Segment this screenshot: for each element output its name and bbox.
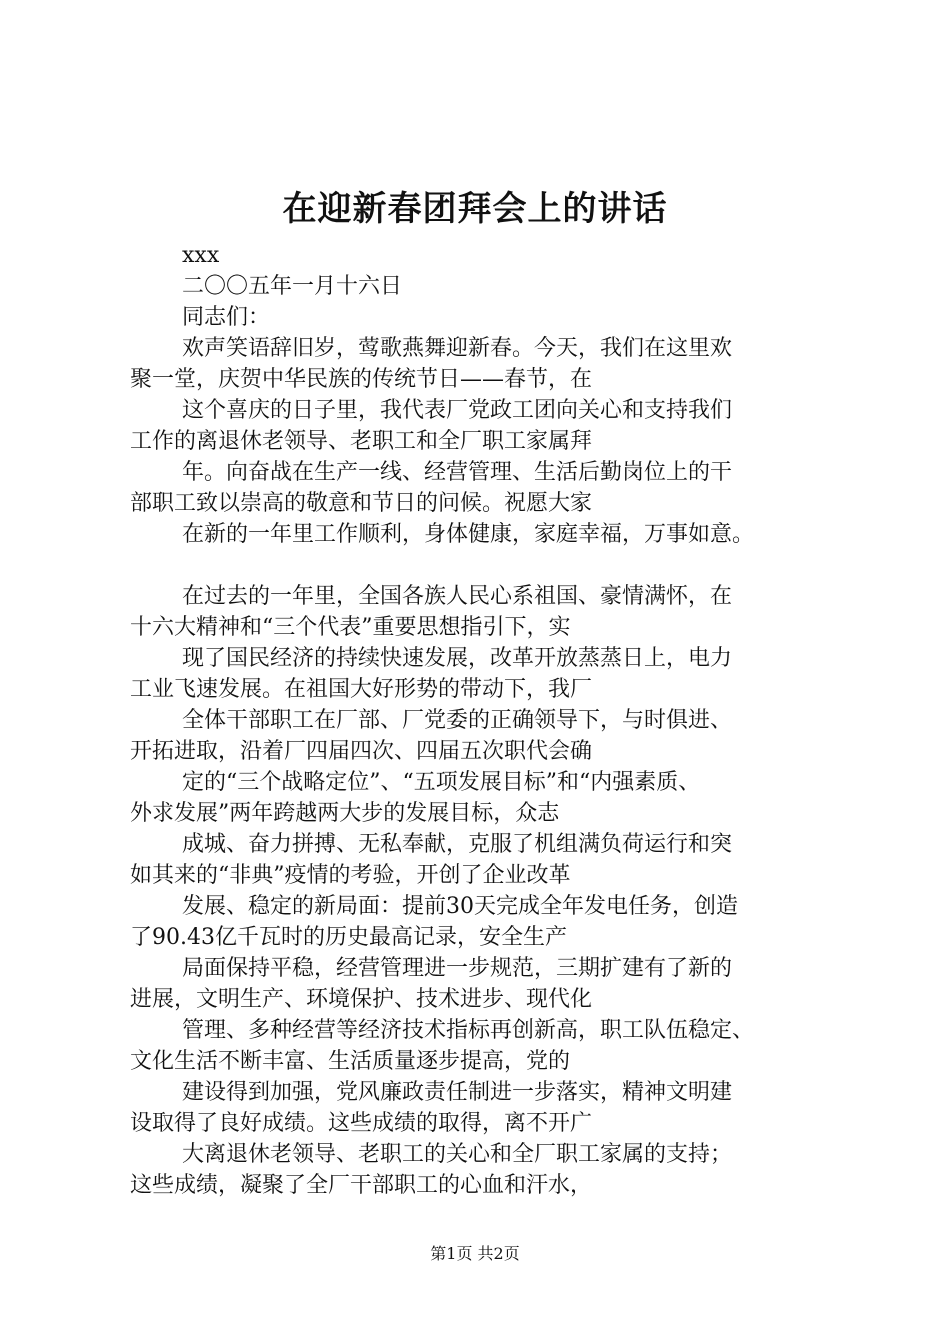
paragraph-line: 进展，文明生产、环境保护、技术进步、现代化 bbox=[130, 987, 593, 1012]
paragraph-line: 聚一堂，庆贺中华民族的传统节日——春节，在 bbox=[130, 367, 593, 392]
paragraph-line: 设取得了良好成绩。这些成绩的取得，离不开广 bbox=[130, 1111, 593, 1136]
paragraph-line: 这些成绩，凝聚了全厂干部职工的心血和汗水， bbox=[130, 1173, 593, 1198]
paragraph-line: 在过去的一年里，全国各族人民心系祖国、豪情满怀，在 bbox=[182, 584, 733, 609]
paragraph-line: 成城、奋力拼搏、无私奉献，克服了机组满负荷运行和突 bbox=[182, 832, 733, 857]
paragraph-line: 局面保持平稳，经营管理进一步规范，三期扩建有了新的 bbox=[182, 956, 733, 981]
paragraph-line: 在新的一年里工作顺利，身体健康，家庭幸福，万事如意。 bbox=[182, 522, 755, 547]
date-line: 二〇〇五年一月十六日 bbox=[182, 274, 403, 299]
paragraph-line: 工作的离退休老领导、老职工和全厂职工家属拜 bbox=[130, 429, 593, 454]
salutation-line: 同志们： bbox=[182, 305, 271, 330]
paragraph-line: 大离退休老领导、老职工的关心和全厂职工家属的支持； bbox=[182, 1142, 733, 1167]
paragraph-line: 这个喜庆的日子里，我代表厂党政工团向关心和支持我们 bbox=[182, 398, 733, 423]
paragraph-line: 工业飞速发展。在祖国大好形势的带动下，我厂 bbox=[130, 677, 593, 702]
paragraph-line: 了90.43亿千瓦时的历史最高记录，安全生产 bbox=[130, 925, 567, 950]
paragraph-line: 如其来的“非典”疫情的考验，开创了企业改革 bbox=[130, 863, 571, 888]
paragraph-line: 现了国民经济的持续快速发展，改革开放蒸蒸日上，电力 bbox=[182, 646, 733, 671]
paragraph-line: 年。向奋战在生产一线、经营管理、生活后勤岗位上的干 bbox=[182, 460, 733, 485]
document-body bbox=[130, 240, 850, 1201]
paragraph-line: 开拓进取，沿着厂四届四次、四届五次职代会确 bbox=[130, 739, 593, 764]
paragraph-line: 外求发展”两年跨越两大步的发展目标，众志 bbox=[130, 801, 560, 826]
paragraph-line: 十六大精神和“三个代表”重要思想指引下，实 bbox=[130, 615, 571, 640]
paragraph-line: 定的“三个战略定位”、“五项发展目标”和“内强素质、 bbox=[182, 770, 701, 795]
paragraph-line: 发展、稳定的新局面：提前30天完成全年发电任务，创造 bbox=[182, 894, 738, 919]
paragraph-line: 部职工致以崇高的敬意和节日的问候。祝愿大家 bbox=[130, 491, 593, 516]
author-line: xxx bbox=[182, 243, 220, 268]
paragraph-line: 欢声笑语辞旧岁，莺歌燕舞迎新春。今天，我们在这里欢 bbox=[182, 336, 733, 361]
paragraph-line: 管理、多种经营等经济技术指标再创新高，职工队伍稳定、 bbox=[182, 1018, 755, 1043]
paragraph-line: 全体干部职工在厂部、厂党委的正确领导下，与时俱进、 bbox=[182, 708, 733, 733]
paragraph-line: 建设得到加强，党风廉政责任制进一步落实，精神文明建 bbox=[182, 1080, 733, 1105]
page-footer: 第1页 共2页 bbox=[430, 1244, 520, 1263]
document-title: 在迎新春团拜会上的讲话 bbox=[282, 189, 668, 229]
paragraph-line: 文化生活不断丰富、生活质量逐步提高，党的 bbox=[130, 1049, 571, 1074]
blank-line bbox=[130, 550, 850, 581]
